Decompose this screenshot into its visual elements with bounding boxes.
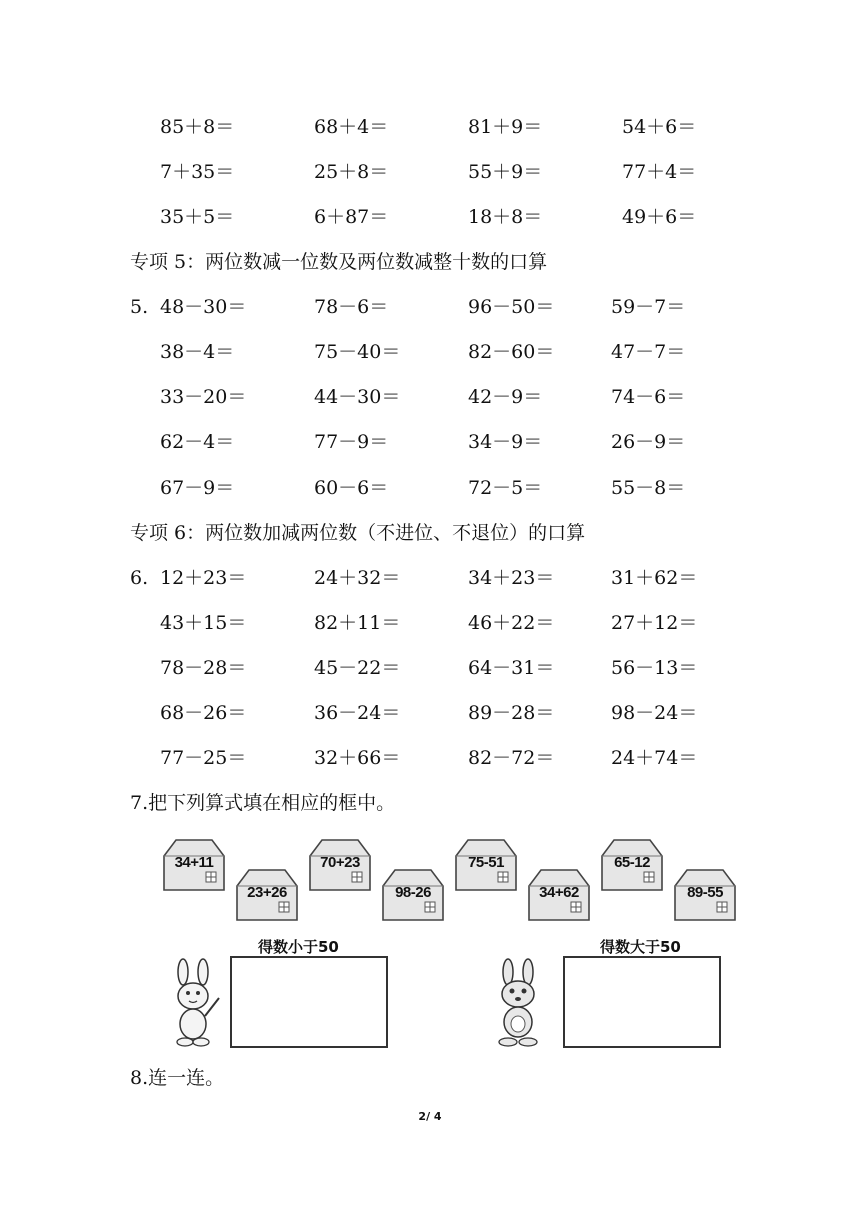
question-number: 6. [130, 567, 149, 589]
problem: 48－30＝ [160, 296, 247, 318]
problem: 77＋4＝ [622, 161, 697, 183]
problem: 27＋12＝ [611, 612, 698, 634]
problem: 24＋74＝ [611, 747, 698, 769]
problem: 85＋8＝ [160, 116, 235, 138]
house-expression: 89-55 [687, 884, 723, 901]
problem: 77－25＝ [160, 747, 247, 769]
problem: 26－9＝ [611, 431, 686, 453]
house-card [160, 834, 228, 894]
problem: 49＋6＝ [622, 206, 697, 228]
problem: 68－26＝ [160, 702, 247, 724]
house-card [233, 864, 301, 924]
problem: 67－9＝ [160, 477, 235, 499]
problem: 7＋35＝ [160, 161, 235, 183]
problem-row [0, 201, 860, 233]
problem-row [0, 607, 860, 639]
problem-row [0, 426, 860, 458]
problem: 25＋8＝ [314, 161, 389, 183]
box-less-title: 得数小于50 [258, 938, 339, 956]
problem: 34＋23＝ [468, 567, 555, 589]
problem: 46＋22＝ [468, 612, 555, 634]
house-expression: 98-26 [395, 884, 431, 901]
problem: 59－7＝ [611, 296, 686, 318]
problem: 12＋23＝ [160, 567, 247, 589]
page-number: 2/ 4 [418, 1110, 442, 1123]
problem: 32＋66＝ [314, 747, 401, 769]
house-expression: 75-51 [468, 854, 504, 871]
section-heading: 专项 5：两位数减一位数及两位数减整十数的口算 [130, 251, 548, 273]
problem: 34－9＝ [468, 431, 543, 453]
problem-row [0, 156, 860, 188]
section-heading: 7.把下列算式填在相应的框中。 [130, 792, 396, 814]
problem: 62－4＝ [160, 431, 235, 453]
house-expression: 70+23 [320, 854, 360, 871]
problem: 55－8＝ [611, 477, 686, 499]
problem: 74－6＝ [611, 386, 686, 408]
house-card [452, 834, 520, 894]
problem: 43＋15＝ [160, 612, 247, 634]
house-card [525, 864, 593, 924]
house-card [306, 834, 374, 894]
problem-row [0, 472, 860, 504]
problem: 60－6＝ [314, 477, 389, 499]
problem: 56－13＝ [611, 657, 698, 679]
problem: 47－7＝ [611, 341, 686, 363]
problem: 42－9＝ [468, 386, 543, 408]
problem-row [0, 336, 860, 368]
problem-row [0, 562, 860, 594]
house-expression: 23+26 [247, 884, 287, 901]
problem: 38－4＝ [160, 341, 235, 363]
house-card [379, 864, 447, 924]
answer-box-less[interactable] [230, 956, 388, 1048]
problem-row [0, 742, 860, 774]
question-number: 5. [130, 296, 149, 318]
problem: 44－30＝ [314, 386, 401, 408]
problem: 96－50＝ [468, 296, 555, 318]
problem: 31＋62＝ [611, 567, 698, 589]
problem-row [0, 381, 860, 413]
problem: 82－72＝ [468, 747, 555, 769]
box-greater-title: 得数大于50 [600, 938, 681, 956]
section-heading: 专项 6：两位数加减两位数（不进位、不退位）的口算 [130, 522, 586, 544]
problem: 35＋5＝ [160, 206, 235, 228]
house-expression: 34+11 [174, 854, 214, 871]
problem: 82－60＝ [468, 341, 555, 363]
problem: 82＋11＝ [314, 612, 401, 634]
problem: 18＋8＝ [468, 206, 543, 228]
problem: 6＋87＝ [314, 206, 389, 228]
answer-box-greater[interactable] [563, 956, 721, 1048]
problem: 78－28＝ [160, 657, 247, 679]
rabbit-icon [486, 958, 550, 1052]
problem: 54＋6＝ [622, 116, 697, 138]
problem: 77－9＝ [314, 431, 389, 453]
problem: 36－24＝ [314, 702, 401, 724]
problem: 45－22＝ [314, 657, 401, 679]
problem-row [0, 291, 860, 323]
problem-row [0, 111, 860, 143]
house-card [598, 834, 666, 894]
problem-row [0, 652, 860, 684]
problem: 75－40＝ [314, 341, 401, 363]
house-card [671, 864, 739, 924]
problem: 81＋9＝ [468, 116, 543, 138]
house-row [150, 832, 750, 932]
problem: 24＋32＝ [314, 567, 401, 589]
problem-row [0, 697, 860, 729]
problem: 64－31＝ [468, 657, 555, 679]
problem: 68＋4＝ [314, 116, 389, 138]
problem: 89－28＝ [468, 702, 555, 724]
house-expression: 34+62 [539, 884, 579, 901]
problem: 55＋9＝ [468, 161, 543, 183]
problem: 98－24＝ [611, 702, 698, 724]
problem: 78－6＝ [314, 296, 389, 318]
section-heading: 8.连一连。 [130, 1067, 225, 1089]
house-expression: 65-12 [614, 854, 650, 871]
problem: 72－5＝ [468, 477, 543, 499]
problem: 33－20＝ [160, 386, 247, 408]
rabbit-icon [163, 958, 227, 1052]
